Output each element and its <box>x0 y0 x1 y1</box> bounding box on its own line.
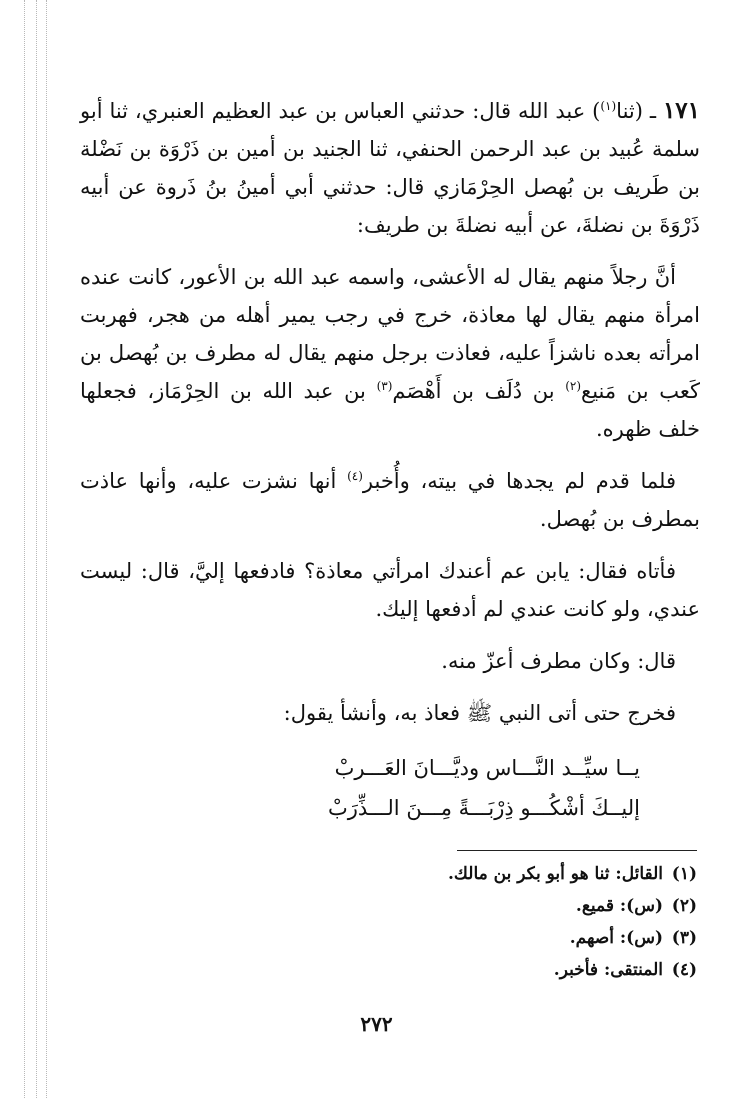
footnote-text: (س): أصهم. <box>569 928 663 948</box>
footnote-2 <box>97 890 697 922</box>
binding-dotted-line <box>46 0 47 1098</box>
story-text: بن دُلَف بن أَهْصَم <box>392 379 566 403</box>
hadith-dash: ـ <box>642 99 663 123</box>
page-number: ٢٧٢ <box>360 1012 393 1036</box>
footnote-number: (١) <box>671 864 697 884</box>
isnad-lead: (ثنا <box>616 99 643 123</box>
dialogue-paragraph: فأتاه فقال: يابن عم أعندك امرأتي معاذة؟ فادفعها إليَّ، قال: ليست عندي، ولو كانت عندي لم أدفعها إليك. <box>80 559 700 621</box>
return-paragraph <box>80 462 700 538</box>
remark-paragraph: قال: وكان مطرف أعزّ منه. <box>441 649 676 673</box>
footnote-number: (٢) <box>671 896 697 916</box>
binding-dotted-line <box>24 0 25 1098</box>
isnad-lead-close: ) <box>592 99 601 123</box>
main-text <box>80 92 700 828</box>
footnote-number: (٤) <box>671 960 697 980</box>
footnote-3 <box>97 922 697 954</box>
story-text: أنَّ رجلاً منهم يقال له الأعشى، واسمه عبد الله بن الأعور، كانت عنده امرأة منهم يقال لها معاذة، خرج في رجب يمير أهله من هجر، فهربت امرأته بعده ناشزاً عليه، فعاذت برجل منهم يقال له مطرف بن بُهصل بن كَعب بن مَنيع <box>80 265 701 403</box>
binding-dotted-line <box>36 0 37 1098</box>
footnote-number: (٣) <box>671 928 697 948</box>
return-text: أنها نشزت عليه، وأنها عاذت بمطرف بن بُهصل. <box>80 469 700 531</box>
footnote-text: (س): قميع. <box>575 896 663 916</box>
footnotes <box>97 858 697 986</box>
footnote-separator <box>457 850 697 851</box>
footnote-ref-1[interactable]: (١) <box>600 99 617 113</box>
story-text: بن عبد الله بن الحِرْمَاز، فجعلها خلف ظهره. <box>80 379 700 441</box>
footnote-ref-4[interactable]: (٤) <box>347 469 363 483</box>
poem-line-2: إليــكَ أشْكُـــو ذِرْبَـــةً مِـــنَ الـــذِّرَبْ <box>328 796 640 820</box>
footnote-ref-2[interactable]: (٢) <box>565 379 582 393</box>
footnote-text: القائل: ثنا هو أبو بكر بن مالك. <box>448 864 663 884</box>
footnote-ref-3[interactable]: (٣) <box>376 379 393 393</box>
hadith-number: ١٧١ <box>662 97 700 124</box>
hadith-isnad-paragraph <box>80 92 700 244</box>
isnad-text: عبد الله قال: حدثني العباس بن عبد العظيم العنبري، ثنا أبو سلمة عُبيد بن عبد الرحمن الحنفي، ثنا الجنيد بن أمين بن ذَرْوَة بن نَضْلة بن طَريف بن بُهصل الحِرْمَازي قال: حدثني أبي أمينُ بنُ ذَروة عن أبيه ذَرْوَةَ بن نضلةَ، عن أبيه نضلةَ بن طريف: <box>80 99 700 237</box>
poem <box>80 748 640 828</box>
poem-line-1: يــا سيِّــد النَّـــاس وديَّـــانَ العَـــربْ <box>334 756 640 780</box>
story-paragraph <box>80 258 700 448</box>
footnote-1 <box>97 858 697 890</box>
return-text: فلما قدم لم يجدها في بيته، وأُخبر <box>362 469 676 493</box>
verse-intro-paragraph: فخرج حتى أتى النبي ﷺ فعاذ به، وأنشأ يقول: <box>283 701 676 725</box>
footnote-text: المنتقى: فأخبر. <box>553 960 663 980</box>
footnote-4 <box>97 954 697 986</box>
